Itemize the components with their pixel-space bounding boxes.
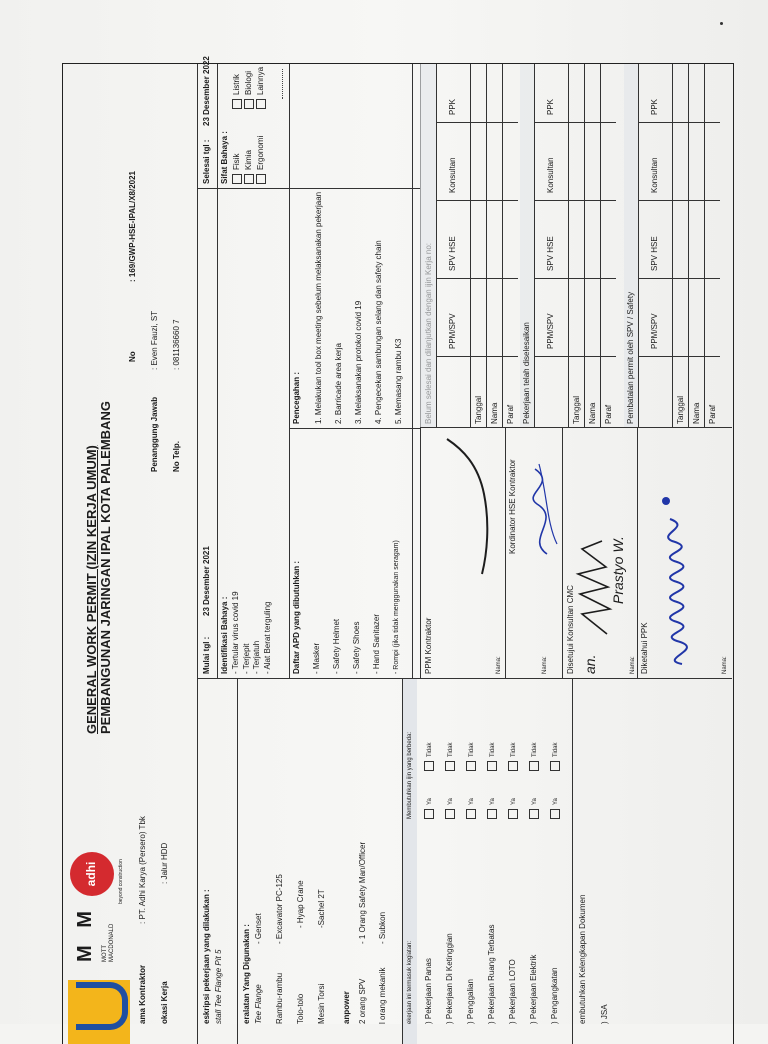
checklist-item-label: ) Pekerjaan LOTO xyxy=(508,959,518,1024)
telp-label: No Telp. xyxy=(172,441,181,472)
checklist-tidak-checkbox[interactable] xyxy=(487,761,497,771)
status-row-label: Nama xyxy=(490,402,499,424)
checklist-tidak-checkbox[interactable] xyxy=(445,761,455,771)
checklist-item-label: ) Pekerjaan Panas xyxy=(424,958,434,1024)
status-row-label: Nama xyxy=(588,402,597,424)
status-col-header: PPM/SPV xyxy=(448,313,457,349)
checklist-item-label: ) Pekerjaan Ruang Terbatas xyxy=(487,924,497,1024)
checklist-row xyxy=(529,743,550,1024)
tidak-label: Tidak xyxy=(427,742,434,757)
status-col-header: PPK xyxy=(448,98,457,115)
checklist-header-left: ekerjaan ini termasuk kegiatan: xyxy=(407,940,413,1024)
checklist-row xyxy=(508,743,529,1024)
ya-label: Ya xyxy=(490,798,497,805)
mulai-value: 23 Desember 2021 xyxy=(202,546,211,616)
manpower-label: anpower xyxy=(342,991,351,1024)
kimia-checkbox[interactable] xyxy=(244,174,254,184)
ya-label: Ya xyxy=(553,798,560,805)
ppk-signature xyxy=(652,489,717,669)
apd-list: - Masker - Safety Helmet - Safety Shoes - Hand Sanitazer - Rompi (jika tidak menggunakan seragam) xyxy=(312,540,400,674)
biologi-checkbox[interactable] xyxy=(244,99,254,109)
checklist-ya-checkbox[interactable] xyxy=(487,809,497,819)
lokasi-value: : Jalur HDD xyxy=(160,842,169,884)
status-block-title: Pekerjaan telah diselesaikan xyxy=(522,322,531,424)
status-block-title: Pembatalan permit oleh SPV / Safety xyxy=(626,291,635,424)
tidak-label: Tidak xyxy=(553,742,560,757)
sifat-label: Sifat Bahaya : xyxy=(220,131,229,184)
manpower-list: 2 orang SPV- 1 Orang Safety Man/Officer l orang mekanik- Subkon xyxy=(358,841,387,1024)
ya-label: Ya xyxy=(532,798,539,805)
ppm-signature xyxy=(442,434,507,574)
tidak-label: Tidak xyxy=(511,742,518,757)
lokasi-label: okasi Kerja xyxy=(160,981,169,1024)
checklist-item-label: ) Penggalian xyxy=(466,979,476,1024)
pj-value: : Even Fauzi, ST xyxy=(150,310,159,370)
kelengkapan-label: embutuhkan Kelengkapan Dokumen xyxy=(578,894,587,1024)
adhi-tagline: beyond construction xyxy=(118,859,124,904)
ppm-label: PPM Kontraktor xyxy=(424,617,433,674)
status-row-label: Tanggal xyxy=(572,395,581,424)
selesai-value: 23 Desember 2022 xyxy=(202,56,211,126)
status-col-header: SPV HSE xyxy=(650,236,659,271)
deskripsi-value: stall Tee Flange Pit 5 xyxy=(214,949,223,1024)
status-col-header: Konsultan xyxy=(650,157,659,193)
tidak-label: Tidak xyxy=(469,742,476,757)
doc-title: GENERAL WORK PERMIT (IZIN KERJA UMUM) xyxy=(84,445,99,734)
sifat-col1: Fisik Kimia Ergonomi xyxy=(232,136,268,184)
status-col-header: PPM/SPV xyxy=(650,313,659,349)
no-label: No xyxy=(128,351,137,362)
peralatan-list: Tee Flange- Genset Rambu-rambu- Excavator PC-125 Tolo-tolo- Hyap Crane Mesin Torsi-Sachel 2T xyxy=(254,874,326,1024)
koordinator-nama: Nama: xyxy=(542,656,548,674)
ya-label: Ya xyxy=(427,798,434,805)
status-col-header: Konsultan xyxy=(546,157,555,193)
status-row-label: Nama xyxy=(692,402,701,424)
adhi-logo: adhi xyxy=(70,852,114,896)
scan-speck xyxy=(720,22,723,25)
deskripsi-label: eskripsi pekerjaan yang dilakukan : xyxy=(202,889,211,1024)
mm-logo: M M xyxy=(74,905,96,962)
ya-label: Ya xyxy=(469,798,476,805)
listrik-checkbox[interactable] xyxy=(232,99,242,109)
checklist-item-label: ) Pekerjaan Elektrik xyxy=(529,954,539,1024)
pencegahan-label: Pencegahan : xyxy=(292,371,301,424)
checklist-item-label: ) Pengangkatan xyxy=(550,967,560,1024)
kontraktor-value: : PT. Adhi Karya (Persero) Tbk xyxy=(138,816,147,924)
status-row-label: Tanggal xyxy=(676,395,685,424)
checklist-ya-checkbox[interactable] xyxy=(424,809,434,819)
cmc-nama: Nama: xyxy=(630,656,636,674)
ya-label: Ya xyxy=(448,798,455,805)
koordinator-label: Kordinator HSE Kontraktor xyxy=(508,459,517,554)
checklist-ya-checkbox[interactable] xyxy=(445,809,455,819)
work-permit-sheet xyxy=(62,56,740,1024)
status-col-header: SPV HSE xyxy=(448,236,457,271)
tidak-label: Tidak xyxy=(490,742,497,757)
checklist-row xyxy=(424,743,445,1024)
checklist-tidak-checkbox[interactable] xyxy=(466,761,476,771)
ergonomi-checkbox[interactable] xyxy=(256,174,266,184)
checklist-tidak-checkbox[interactable] xyxy=(529,761,539,771)
koordinator-signature xyxy=(517,444,572,564)
checklist-row xyxy=(487,743,508,1024)
pencegahan-list: 1. Melakukan tool box meeting sebelum melaksanakan pekerjaan 2. Barricade area kerja 3. Melaksanakan protokol covid 19 4. Pengecekan sambungan selang dan safety chain 5. Memasang rambu K3 xyxy=(314,191,403,424)
doc-subtitle: PEMBANGUNAN JARINGAN IPAL KOTA PALEMBANG xyxy=(98,401,113,734)
checklist-row xyxy=(550,743,571,1024)
status-col-header: PPK xyxy=(650,98,659,115)
cmc-name-handwritten: Prastyo W. xyxy=(610,536,626,604)
checklist-ya-checkbox[interactable] xyxy=(508,809,518,819)
sifat-col2: Listrik Biologi Lainnya xyxy=(232,67,268,109)
bahaya-list: - Tertular virus covid 19 - Terjepit - Terjatuh - Alat Berat terguling xyxy=(231,591,272,674)
status-row-label: Paraf xyxy=(604,404,613,424)
fisik-checkbox[interactable] xyxy=(232,174,242,184)
checklist-item-label: ) Pekerjaan Di Ketinggian xyxy=(445,933,455,1024)
peralatan-label: eralatan Yang Digunakan : xyxy=(242,924,251,1024)
checklist-tidak-checkbox[interactable] xyxy=(550,761,560,771)
tidak-label: Tidak xyxy=(532,742,539,757)
ppk-nama: Nama: xyxy=(722,656,728,674)
pj-label: Penanggung Jawab xyxy=(150,396,159,472)
lainnya-checkbox[interactable] xyxy=(256,99,266,109)
checklist-ya-checkbox[interactable] xyxy=(466,809,476,819)
ppm-nama: Nama: xyxy=(496,656,502,674)
mulai-label: Mulai tgl : xyxy=(202,636,211,674)
diketahui-label: Diketahui PPK xyxy=(640,622,649,674)
checklist-row xyxy=(466,743,487,1024)
checklist-items xyxy=(424,743,571,1024)
telp-value: : 081136660 7 xyxy=(172,319,181,370)
bahaya-label: Identifikasi Bahaya : xyxy=(220,596,229,674)
status-col-header: Konsultan xyxy=(448,157,457,193)
kontraktor-label: ama Kontraktor xyxy=(138,964,147,1024)
checklist-tidak-checkbox[interactable] xyxy=(508,761,518,771)
checklist-ya-checkbox[interactable] xyxy=(529,809,539,819)
ya-label: Ya xyxy=(511,798,518,805)
kelengkapan-item: ) JSA xyxy=(600,1004,609,1024)
status-col-header: PPM/SPV xyxy=(546,313,555,349)
apd-label: Daftar APD yang dibutuhkan : xyxy=(292,560,301,674)
status-row-label: Paraf xyxy=(708,404,717,424)
checklist-header-right: Membutuhkan ijin yang berbeda: xyxy=(407,731,413,819)
selesai-label: Selesai tgl : xyxy=(202,139,211,184)
status-col-header: SPV HSE xyxy=(546,236,555,271)
no-value: : 169/GWP-HSE-IPAL/X8/2021 xyxy=(128,171,137,282)
checklist-ya-checkbox[interactable] xyxy=(550,809,560,819)
tidak-label: Tidak xyxy=(448,742,455,757)
disetujui-label: Disetujui Konsultan CMC xyxy=(566,585,575,674)
checklist-tidak-checkbox[interactable] xyxy=(424,761,434,771)
status-row-label: Paraf xyxy=(506,404,515,424)
mm-name: MOTT MACDONALD xyxy=(102,923,115,962)
an-text: an. xyxy=(582,654,598,674)
status-col-header: PPK xyxy=(546,98,555,115)
status-row-label: Tanggal xyxy=(474,395,483,424)
checklist-row xyxy=(445,743,466,1024)
